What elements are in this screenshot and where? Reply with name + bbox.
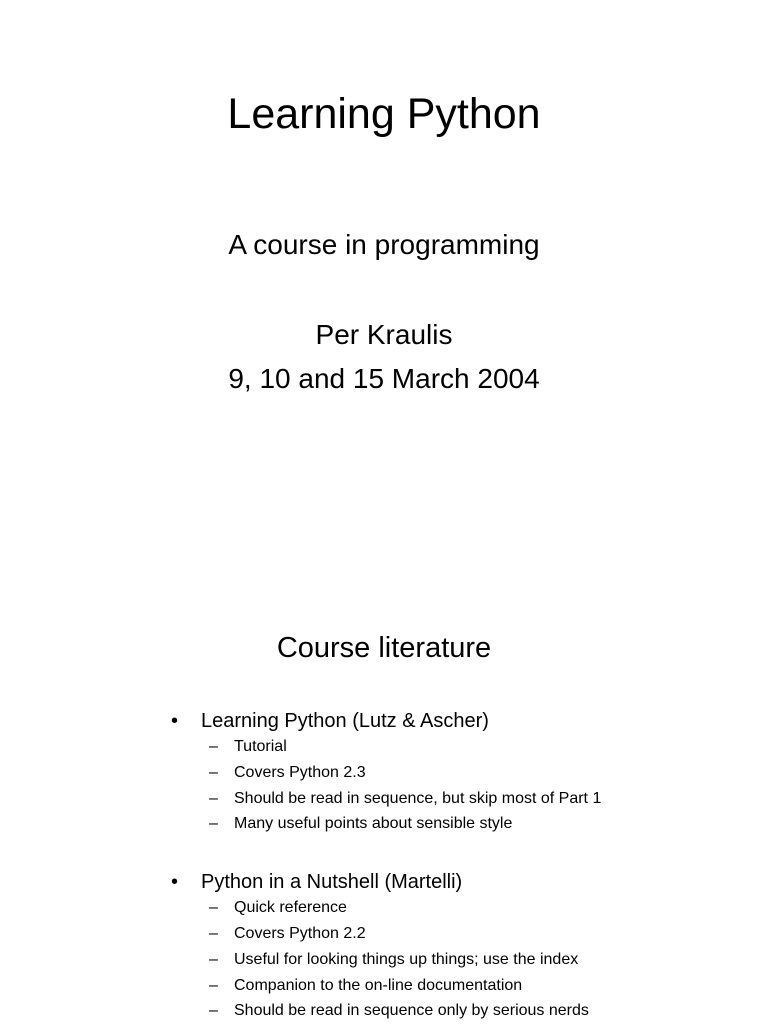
book-item	[0, 708, 768, 839]
list-item	[0, 813, 768, 839]
book-item	[0, 869, 768, 1026]
dash-icon: –	[209, 976, 218, 994]
literature-slide	[0, 512, 768, 1024]
book-list	[0, 708, 768, 1026]
point-text: Many useful points about sensible style	[234, 815, 513, 833]
point-text: Should be read in sequence, but skip most of Part 1	[234, 789, 602, 807]
point-text: Should be read in sequence only by serious nerds	[234, 1002, 589, 1020]
list-item	[0, 762, 768, 788]
slide-subtitle: A course in programming	[228, 229, 540, 260]
list-item	[0, 923, 768, 949]
dash-icon: –	[209, 763, 218, 781]
book-points	[0, 736, 768, 839]
dash-icon: –	[209, 738, 218, 755]
author-name: Per Kraulis	[315, 319, 453, 350]
point-text: Useful for looking things up things; use the index	[234, 950, 579, 968]
list-item	[0, 788, 768, 814]
bullet-icon: •	[171, 710, 179, 732]
title-slide	[0, 0, 768, 512]
list-item	[0, 897, 768, 923]
list-item	[0, 975, 768, 1001]
course-dates: 9, 10 and 15 March 2004	[228, 363, 540, 394]
book-title: Learning Python (Lutz & Ascher)	[201, 710, 489, 732]
list-item	[0, 1000, 768, 1026]
list-item	[0, 949, 768, 975]
dash-icon: –	[209, 789, 218, 807]
book-title: Python in a Nutshell (Martelli)	[201, 871, 463, 894]
dash-icon: –	[209, 899, 218, 917]
dash-icon: –	[209, 950, 218, 968]
slide-title: Course literature	[276, 632, 492, 664]
dash-icon: –	[209, 924, 218, 942]
point-text: Covers Python 2.3	[234, 763, 366, 781]
slide-title: Learning Python	[227, 90, 541, 138]
book-points	[0, 897, 768, 1026]
point-text: Tutorial	[234, 738, 287, 755]
point-text: Covers Python 2.2	[234, 924, 366, 942]
list-item	[0, 736, 768, 762]
dash-icon: –	[209, 1002, 218, 1020]
bullet-icon: •	[171, 871, 179, 894]
point-text: Companion to the on-line documentation	[234, 976, 523, 994]
dash-icon: –	[209, 815, 218, 833]
point-text: Quick reference	[234, 899, 347, 917]
